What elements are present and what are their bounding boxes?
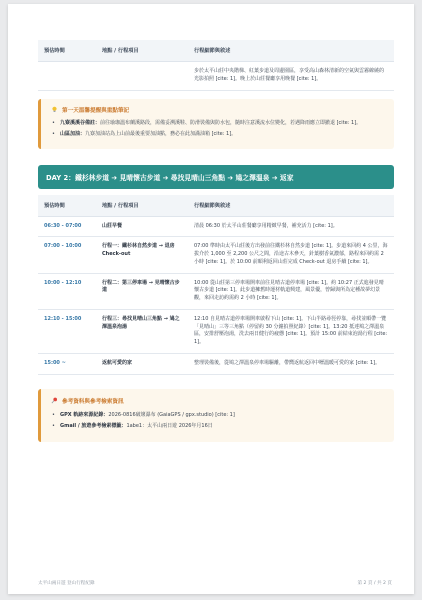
- page-footer: [38, 580, 392, 586]
- tip-title-text: 第一天溫馨提醒與重點筆記: [62, 107, 130, 114]
- cell-time: 07:00 - 10:00: [38, 237, 96, 273]
- cell-place: 返航可愛的家: [96, 353, 188, 374]
- ref-list-wrap: [51, 411, 384, 430]
- tip-item-text: 九寮加油站為上山前最後重要加油點，務必在此加滿油箱 [cite: 1]。: [85, 130, 237, 137]
- ref-item-label: GPX 軌跡來源紀錄：: [60, 411, 109, 418]
- cell-detail: 12:10 自見晴古道停車場開車啟程下山 [cite: 1]。下山半路尋徑停靠，尋找並順帶一覽「見晴山」三等三角點（停留約 30 分鐘拍照紀錄）[cite: 1]。13:20 抵達鳩之澤溫泉區，安排舒壓泡湯，洗去兩日健行的疲憊 [cite: 1]。預計 15:00 前結束泡湯行程 [cite: 1]。: [188, 309, 394, 353]
- table-row: [38, 309, 394, 353]
- cell-time: 10:00 - 12:10: [38, 273, 96, 309]
- table-row: [38, 216, 394, 237]
- cell-time: 06:30 - 07:00: [38, 216, 96, 237]
- page-number: 第 2 頁 / 共 2 頁: [357, 581, 392, 586]
- cell-place: 行程一：鐵杉林自然步道 → 退房 Check-out: [96, 237, 188, 273]
- cell-detail: 步於太平山莊中央階梯、紅葉步道及周邊園區，享受高山森林清新的空氣與雲霧繚繞的光影拍照 [cite: 1]。晚上於山莊餐廳享用晚餐 [cite: 1]。: [188, 62, 394, 91]
- day2-itinerary-table: [38, 195, 394, 375]
- header-detail: 行程細節與敘述: [188, 40, 394, 62]
- cell-detail: 07:00 準時由太平山莊後方出發前往鐵杉林自然步道 [cite: 1]。步道來回約 4 公里，海拔介於 1,000 至 2,200 公尺之間，沿途古木參天，針葉樹香氣濃郁，路程來回約需 2 小時 [cite: 1]。於 10:00 前順利返回山莊完成 Check-out 退房手續 [cite: 1]。: [188, 237, 394, 273]
- footer-title: 太平山兩日遊 登山行程紀錄: [38, 581, 95, 586]
- list-item: [51, 411, 384, 419]
- cell-detail: 10:00 從山莊第三停車場開車前往見晴古道停車場 [cite: 1]。約 10:27 正式進發見晴懷古步道 [cite: 1]。此步道擁舊時運材軌道興建，風景優，曾歸與所為定種故夢幻景觀，來回走訪約需約 2 小時 [cite: 1]。: [188, 273, 394, 309]
- table-header-row: [38, 40, 394, 62]
- pushpin-icon: [51, 397, 58, 404]
- cell-place: [96, 62, 188, 91]
- table-row: [38, 273, 394, 309]
- reference-box: [38, 389, 394, 442]
- cell-place: 行程二：第三停車場 → 見晴懷古步道: [96, 273, 188, 309]
- cell-detail: 整理裝備後，從鳩之澤溫泉停車場驅離，帶嚮返航返回中壢溫暖可愛的家 [cite: 1]。: [188, 353, 394, 374]
- day1-itinerary-table: [38, 40, 394, 91]
- lightbulb-icon: [51, 106, 58, 113]
- document-page: [8, 4, 414, 594]
- cell-place: 山莊早餐: [96, 216, 188, 237]
- day1-tip-box: [38, 99, 394, 149]
- tip-list: [51, 119, 384, 138]
- cell-time: [38, 62, 96, 91]
- tip-item-label: 九寮溪溪谷備註：: [60, 119, 101, 126]
- tip-title: [51, 106, 384, 114]
- cell-detail: 清晨 06:30 於太平山莊餐廳享用精緻早餐，補充活力 [cite: 1]。: [188, 216, 394, 237]
- page-content: [38, 4, 394, 442]
- day2-banner: DAY 2：鐵杉林步道 ➔ 見晴懷古步道 ➔ 尋找見晴山三角點 ➔ 鳩之澤溫泉 ➔ 返家: [38, 165, 394, 189]
- ref-title: [51, 397, 384, 405]
- list-item: [51, 119, 384, 127]
- header-place: 地點 / 行程項目: [96, 195, 188, 217]
- tip-item-label: 山區加油：: [60, 130, 86, 137]
- header-time: 預估時間: [38, 40, 96, 62]
- list-item: [51, 422, 384, 430]
- table-row: [38, 353, 394, 374]
- list-item: [51, 130, 384, 138]
- table-row: [38, 237, 394, 273]
- cell-place: 行程三：尋找見晴山三角點 → 鳩之澤溫泉泡湯: [96, 309, 188, 353]
- cell-time: 15:00 ~: [38, 353, 96, 374]
- table-header-row: [38, 195, 394, 217]
- header-time: 預估時間: [38, 195, 96, 217]
- ref-item-text: 1abe1：太平山兩日遊 2026年月16日: [126, 422, 213, 429]
- header-detail: 行程細節與敘述: [188, 195, 394, 217]
- ref-list: [51, 411, 384, 430]
- ref-item-text: 2026-0816破壞瀑布 (GaiaGPS / gpx.studio) [cite: 1]: [108, 411, 235, 418]
- header-place: 地點 / 行程項目: [96, 40, 188, 62]
- ref-item-label: Gmail / 旅遊參考檢索標籤：: [60, 422, 127, 429]
- table-row: [38, 62, 394, 91]
- cell-time: 12:10 - 15:00: [38, 309, 96, 353]
- tip-item-text: 前往瑜珈溫布蘭溪路段，需備妥溯溪鞋、防滑裝備與防水包，隨時注意溪流水位變化，若遇降雨應立即撤退 [cite: 1]。: [100, 119, 362, 126]
- ref-title-text: 參考資料與參考檢索資訊: [62, 398, 124, 405]
